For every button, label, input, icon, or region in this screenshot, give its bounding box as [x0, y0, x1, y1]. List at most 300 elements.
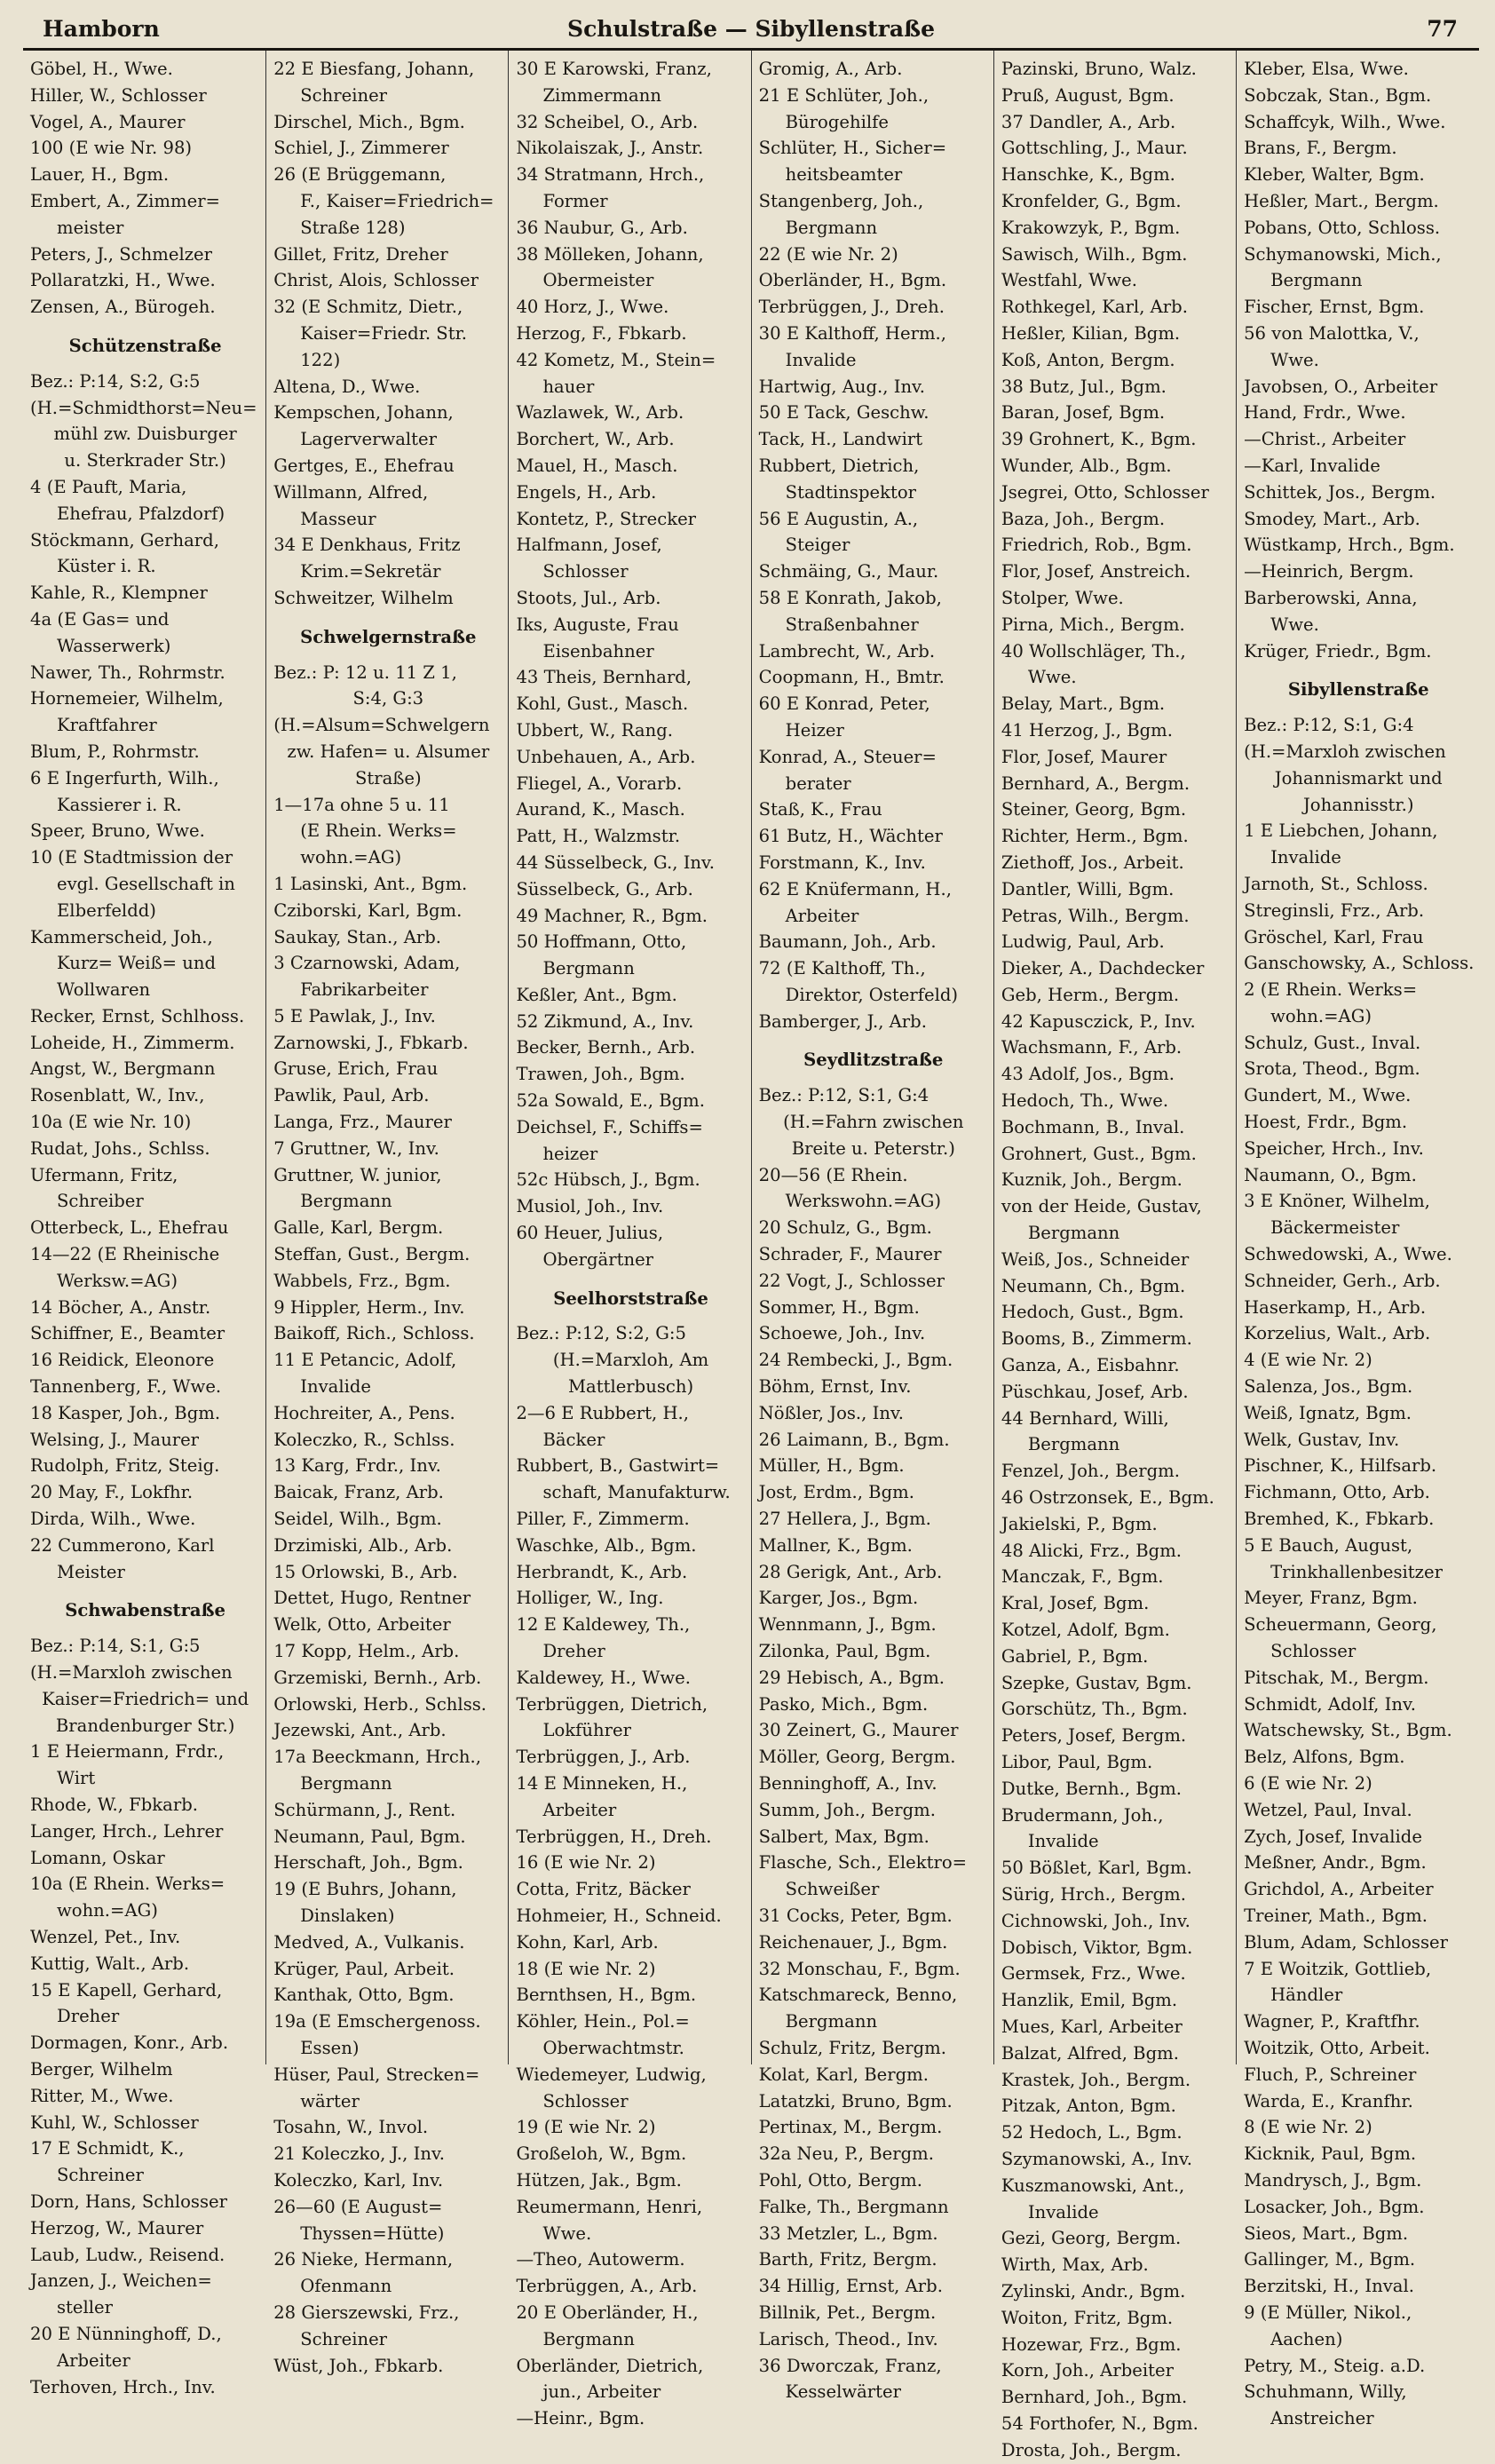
directory-entry-line: Peters, Josef, Bergm.	[1001, 1725, 1187, 1747]
directory-entry-line: Larisch, Theod., Inv.	[758, 2328, 938, 2349]
directory-entry-line: Cichnowski, Joh., Inv.	[1001, 1910, 1190, 1931]
page-number: 77	[1427, 16, 1458, 42]
directory-entry-line: Westfahl, Wwe.	[1001, 270, 1137, 291]
directory-entry-line: Bergmann	[542, 958, 635, 979]
directory-entry-line: Saukay, Stan., Arb.	[273, 926, 441, 947]
directory-entry-line: Watschewsky, St., Bgm.	[1244, 1720, 1452, 1741]
directory-entry-line: Dirschel, Mich., Bgm.	[273, 111, 465, 132]
directory-entry-line: Heßler, Kilian, Bgm.	[1001, 322, 1181, 344]
directory-entry-line: Dobisch, Viktor, Bgm.	[1001, 1937, 1193, 1958]
directory-entry-line: Pitzak, Anton, Bgm.	[1001, 2096, 1176, 2117]
directory-entry-line: Gottschling, J., Maur.	[1001, 138, 1188, 159]
directory-entry-line: Kraftfahrer	[57, 715, 157, 736]
directory-entry-line: Wetzel, Paul, Inval.	[1244, 1799, 1412, 1820]
directory-entry-line: 28 Gierszewski, Frz.,	[273, 2302, 460, 2323]
directory-entry-line: meister	[57, 217, 124, 238]
directory-entry-line: Böhm, Ernst, Inv.	[758, 1376, 912, 1398]
directory-entry-line: Konrad, A., Steuer=	[758, 746, 937, 767]
directory-entry-line: Bäckermeister	[1270, 1217, 1400, 1239]
directory-entry-line: 34 Hillig, Ernst, Arb.	[758, 2276, 943, 2297]
directory-entry-line: 50 Hoffmann, Otto,	[516, 931, 687, 953]
directory-entry-line: (E Rhein. Werks=	[300, 820, 457, 842]
directory-entry-line: 26—60 (E August=	[273, 2196, 443, 2217]
directory-entry-line: 3 Czarnowski, Adam,	[273, 953, 461, 974]
directory-entry-line: Koleczko, R., Schlss.	[273, 1429, 455, 1450]
directory-entry-line: Kaiser=Friedr. Str.	[300, 322, 468, 344]
directory-entry-line: Gertges, E., Ehefrau	[273, 455, 455, 476]
directory-entry-line: heizer	[542, 1143, 598, 1164]
directory-entry-line: Gröschel, Karl, Frau	[1244, 926, 1424, 947]
directory-entry-line: Oberländer, Dietrich,	[516, 2355, 704, 2376]
directory-entry-line: 20 E Nünninghoff, D.,	[30, 2323, 222, 2344]
directory-entry-line: Kleber, Walter, Bgm.	[1244, 164, 1425, 186]
directory-entry-line: 48 Alicki, Frz., Bgm.	[1001, 1540, 1183, 1561]
directory-entry-line: Halfmann, Josef,	[516, 535, 662, 556]
directory-entry-line: 6 (E wie Nr. 2)	[1244, 1773, 1372, 1794]
directory-entry-line: wohn.=AG)	[1270, 1005, 1372, 1026]
directory-entry-line: Schlosser	[542, 561, 629, 582]
directory-entry-line: Bürogehilfe	[785, 111, 889, 132]
directory-entry-line: 17 E Schmidt, K.,	[30, 2138, 185, 2159]
directory-entry-line: Ubbert, W., Rang.	[516, 719, 674, 741]
directory-entry-line: Johannisstr.)	[1302, 794, 1414, 815]
directory-entry-line: 20 E Oberländer, H.,	[516, 2302, 699, 2323]
directory-entry-line: Nikolaiszak, J., Anstr.	[516, 138, 704, 159]
directory-entry-line: Terbrüggen, J., Arb.	[516, 1747, 691, 1768]
directory-entry-line: Baicak, Franz, Arb.	[273, 1482, 444, 1503]
directory-entry-line: Barberowski, Anna,	[1244, 587, 1418, 608]
directory-entry-line: Recker, Ernst, Schlhoss.	[30, 1005, 245, 1026]
directory-entry-line: Anstreicher	[1270, 2408, 1374, 2429]
directory-entry-line: Schittek, Jos., Bergm.	[1244, 481, 1436, 503]
directory-entry-line: 33 Metzler, L., Bgm.	[758, 2222, 938, 2244]
directory-entry-line: Waschke, Alb., Bgm.	[516, 1534, 697, 1556]
directory-entry-line: Hedoch, Gust., Bgm.	[1001, 1302, 1184, 1323]
directory-entry-line: u. Sterkrader Str.)	[64, 450, 226, 471]
directory-entry-line: Hochreiter, A., Pens.	[273, 1402, 455, 1423]
directory-entry-line: Hützen, Jak., Bgm.	[516, 2169, 682, 2191]
directory-entry-line: Bergmann	[1027, 1434, 1120, 1455]
directory-entry-line: 49 Machner, R., Bgm.	[516, 905, 708, 926]
directory-entry-line: Kaldewey, H., Wwe.	[516, 1667, 691, 1688]
directory-entry-line: Coopmann, H., Bmtr.	[758, 667, 945, 688]
directory-entry-line: Geb, Herm., Bergm.	[1001, 984, 1180, 1005]
directory-entry-line: Bez.: P:12, S:1, G:4	[1244, 715, 1414, 736]
directory-entry-line: Treiner, Math., Bgm.	[1244, 1905, 1428, 1926]
directory-entry-line: hauer	[542, 376, 595, 397]
directory-entry-line: Wirt	[57, 1768, 96, 1789]
directory-entry-line: Weiß, Jos., Schneider	[1001, 1248, 1190, 1270]
directory-entry-line: Blum, P., Rohrmstr.	[30, 741, 200, 762]
directory-entry-line: Bez.: P:14, S:2, G:5	[30, 370, 201, 392]
directory-entry-line: Mattlerbusch)	[567, 1376, 694, 1398]
directory-entry-line: Terhoven, Hrch., Inv.	[30, 2376, 216, 2397]
directory-entry-line: Schuhmann, Willy,	[1244, 2381, 1407, 2403]
directory-entry-line: Reichenauer, J., Bgm.	[758, 1931, 948, 1953]
directory-entry-line: Bez.: P:12, S:1, G:4	[758, 1085, 929, 1106]
directory-entry-line: 42 Kapusczick, P., Inv.	[1001, 1010, 1196, 1032]
directory-entry-line: Straßenbahner	[785, 614, 919, 635]
directory-entry-line: 4a (E Gas= und	[30, 608, 170, 630]
directory-entry-line: Steiger	[785, 535, 850, 556]
directory-entry-line: Kolat, Karl, Bergm.	[758, 2064, 929, 2085]
directory-entry-line: 1 E Heiermann, Frdr.,	[30, 1741, 225, 1763]
directory-entry-line: schaft, Manufakturw.	[542, 1482, 731, 1503]
directory-entry-line: Wachsmann, F., Arb.	[1001, 1037, 1183, 1058]
directory-entry-line: Invalide	[785, 349, 857, 370]
directory-entry-line: Streginsli, Frz., Arb.	[1244, 899, 1425, 921]
directory-entry-line: Koß, Anton, Bergm.	[1001, 349, 1175, 370]
directory-entry-line: —Christ., Arbeiter	[1244, 429, 1406, 450]
directory-entry-line: Bochmann, B., Inval.	[1001, 1116, 1185, 1137]
directory-entry-line: Belay, Mart., Bgm.	[1001, 693, 1166, 715]
directory-entry-line: Hanschke, K., Bgm.	[1001, 164, 1175, 186]
directory-entry-line: Neumann, Paul, Bgm.	[273, 1826, 466, 1847]
directory-entry-line: Borchert, W., Arb.	[516, 429, 675, 450]
directory-entry-line: Schymanowski, Mich.,	[1244, 243, 1442, 265]
directory-entry-line: Tack, H., Landwirt	[758, 429, 923, 450]
directory-entry-line: Vogel, A., Maurer	[30, 111, 186, 132]
directory-entry-line: Pazinski, Bruno, Walz.	[1001, 59, 1197, 79]
street-heading: Seelhorststraße	[553, 1287, 708, 1309]
directory-entry-line: 20—56 (E Rhein.	[758, 1164, 908, 1185]
directory-entry-line: Szepke, Gustav, Bgm.	[1001, 1672, 1192, 1693]
directory-entry-line: 38 Butz, Jul., Bgm.	[1001, 376, 1167, 397]
directory-entry-line: Eisenbahner	[542, 640, 654, 662]
directory-entry-line: Schaffcyk, Wilh., Wwe.	[1244, 111, 1446, 132]
directory-entry-line: Dettet, Hugo, Rentner	[273, 1588, 471, 1609]
directory-entry-line: 41 Herzog, J., Bgm.	[1001, 719, 1173, 741]
directory-entry-line: Berzitski, H., Inval.	[1244, 2276, 1414, 2297]
directory-entry-line: Schlüter, H., Sicher=	[758, 138, 947, 159]
directory-entry-line: Ritter, M., Wwe.	[30, 2085, 174, 2106]
directory-entry-line: Dreher	[542, 1641, 605, 1662]
directory-entry-line: 122)	[300, 349, 341, 370]
directory-entry-line: 11 E Petancic, Adolf,	[273, 1350, 457, 1371]
directory-entry-line: Hartwig, Aug., Inv.	[758, 376, 926, 397]
directory-entry-line: 2—6 E Rubbert, H.,	[516, 1402, 690, 1423]
directory-entry-line: 31 Cocks, Peter, Bgm.	[758, 1905, 953, 1926]
directory-entry-line: 62 E Knüfermann, H.,	[758, 878, 952, 899]
directory-entry-line: Kuttig, Walt., Arb.	[30, 1953, 190, 1974]
directory-entry-line: 12 E Kaldewey, Th.,	[516, 1614, 691, 1636]
directory-entry-line: Wunder, Alb., Bgm.	[1001, 455, 1172, 476]
directory-entry-line: Wazlawek, W., Arb.	[516, 402, 684, 424]
directory-entry-line: Schneider, Gerh., Arb.	[1244, 1270, 1441, 1291]
directory-entry-line: Woiton, Fritz, Bgm.	[1001, 2307, 1174, 2328]
street-heading: Schwelgernstraße	[300, 626, 477, 647]
directory-entry-line: Bergmann	[1027, 1223, 1120, 1244]
directory-entry-line: Flor, Josef, Maurer	[1001, 746, 1167, 767]
directory-entry-line: Möller, Georg, Bergm.	[758, 1747, 956, 1768]
directory-entry-line: Steiner, Georg, Bgm.	[1001, 799, 1187, 820]
directory-entry-line: Kuszmanowski, Ant.,	[1001, 2175, 1185, 2196]
column-6	[1236, 51, 1478, 2429]
directory-entry-line: Brans, F., Bergm.	[1244, 138, 1397, 159]
directory-entry-line: mühl zw. Duisburger	[53, 424, 237, 445]
directory-entry-line: Forstmann, K., Inv.	[758, 852, 926, 873]
directory-entry-line: 1 Lasinski, Ant., Bgm.	[273, 873, 468, 894]
directory-entry-line: 72 (E Kalthoff, Th.,	[758, 958, 926, 979]
directory-entry-line: Stadtinspektor	[785, 481, 917, 503]
directory-entry-line: 10 (E Stadtmission der	[30, 847, 233, 868]
directory-entry-line: Benninghoff, A., Inv.	[758, 1773, 937, 1794]
directory-entry-line: Göbel, H., Wwe.	[30, 59, 173, 79]
directory-entry-line: Wüst, Joh., Fbkarb.	[273, 2355, 444, 2376]
directory-entry-line: Koleczko, Karl, Inv.	[273, 2169, 444, 2191]
directory-entry-line: Fichmann, Otto, Arb.	[1244, 1482, 1430, 1503]
street-heading: Schwabenstraße	[65, 1600, 225, 1621]
directory-entry-line: Jost, Erdm., Bgm.	[758, 1482, 914, 1503]
directory-entry-line: Rubbert, B., Gastwirt=	[516, 1455, 720, 1477]
directory-entry-line: Naumann, O., Bgm.	[1244, 1164, 1417, 1185]
directory-entry-line: Stolper, Wwe.	[1001, 587, 1124, 608]
directory-entry-line: Hozewar, Frz., Bgm.	[1001, 2333, 1182, 2355]
directory-entry-line: Pobans, Otto, Schloss.	[1244, 217, 1441, 238]
directory-entry-line: Altena, D., Wwe.	[273, 376, 421, 397]
directory-entry-line: Werkswohn.=AG)	[785, 1191, 941, 1212]
directory-entry-line: Gallinger, M., Bgm.	[1244, 2249, 1416, 2270]
directory-entry-line: Welk, Gustav, Inv.	[1244, 1429, 1400, 1450]
directory-entry-line: Lauer, H., Bgm.	[30, 164, 170, 186]
directory-entry-line: 32 (E Schmitz, Dietr.,	[273, 297, 463, 318]
directory-entry-line: Karger, Jos., Bgm.	[758, 1588, 919, 1609]
directory-entry-line: zw. Hafen= u. Alsumer	[287, 741, 490, 762]
directory-entry-line: 9 Hippler, Herm., Inv.	[273, 1296, 465, 1318]
directory-entry-line: Germsek, Frz., Wwe.	[1001, 1963, 1186, 1985]
directory-entry-line: Brandenburger Str.)	[55, 1715, 235, 1736]
directory-entry-line: Welk, Otto, Arbeiter	[273, 1614, 451, 1636]
directory-entry-line: von der Heide, Gustav,	[1001, 1196, 1202, 1217]
directory-entry-line: Blum, Adam, Schlosser	[1244, 1931, 1448, 1953]
directory-entry-line: Ganza, A., Eisbahnr.	[1001, 1355, 1180, 1376]
directory-entry-line: Bergmann	[785, 2011, 878, 2032]
directory-entry-line: —Karl, Invalide	[1244, 455, 1380, 476]
directory-entry-line: 14—22 (E Rheinische	[30, 1244, 220, 1265]
directory-entry-line: Invalide	[1027, 1831, 1099, 1852]
directory-entry-line: Mauel, H., Masch.	[516, 455, 678, 476]
directory-entry-line: Billnik, Pet., Bergm.	[758, 2302, 937, 2323]
directory-entry-line: Hand, Frdr., Wwe.	[1244, 402, 1406, 424]
directory-entry-line: Müller, H., Bgm.	[758, 1455, 905, 1477]
directory-entry-line: Kammerscheid, Joh.,	[30, 926, 213, 947]
directory-entry-line: Ehefrau, Pfalzdorf)	[57, 503, 225, 524]
column-5	[993, 51, 1236, 2460]
directory-entry-line: Werksw.=AG)	[57, 1270, 178, 1291]
directory-entry-line: jun., Arbeiter	[542, 2381, 661, 2403]
directory-entry-line: Keßler, Ant., Bgm.	[516, 984, 677, 1005]
directory-entry-line: Engels, H., Arb.	[516, 481, 657, 503]
directory-entry-line: 46 Ostrzonsek, E., Bgm.	[1001, 1487, 1214, 1509]
directory-entry-line: Aurand, K., Masch.	[516, 799, 685, 820]
directory-entry-line: 26 Laimann, B., Bgm.	[758, 1429, 950, 1450]
directory-entry-line: Pirna, Mich., Bergm.	[1001, 614, 1185, 635]
directory-entry-line: Arbeiter	[785, 905, 859, 926]
directory-entry-line: Baran, Josef, Bgm.	[1001, 402, 1166, 424]
directory-entry-line: Tosahn, W., Invol.	[273, 2117, 429, 2138]
directory-entry-line: Kahle, R., Klempner	[30, 582, 208, 604]
directory-entry-line: Korzelius, Walt., Arb.	[1244, 1323, 1431, 1344]
directory-entry-line: Schoewe, Joh., Inv.	[758, 1323, 926, 1344]
directory-entry-line: 24 Rembecki, J., Bgm.	[758, 1350, 953, 1371]
directory-entry-line: Srota, Theod., Bgm.	[1244, 1058, 1420, 1080]
directory-entry-line: 60 E Konrad, Peter,	[758, 693, 930, 715]
directory-entry-line: Hoest, Frdr., Bgm.	[1244, 1112, 1408, 1133]
directory-entry-line: 40 Wollschläger, Th.,	[1001, 640, 1186, 662]
directory-entry-line: Peters, J., Schmelzer	[30, 243, 213, 265]
directory-entry-line: Dorn, Hans, Schlosser	[30, 2191, 227, 2212]
directory-entry-line: Brudermann, Joh.,	[1001, 1804, 1164, 1826]
directory-entry-line: Süsselbeck, G., Arb.	[516, 878, 693, 899]
directory-entry-line: Schweitzer, Wilhelm	[273, 587, 454, 608]
directory-entry-line: Janzen, J., Weichen=	[30, 2270, 212, 2292]
directory-entry-line: Steffan, Gust., Bergm.	[273, 1244, 471, 1265]
directory-entry-line: Kohl, Gust., Masch.	[516, 693, 689, 715]
directory-entry-line: Korn, Joh., Arbeiter	[1001, 2360, 1174, 2381]
directory-entry-line: Herzog, W., Maurer	[30, 2217, 204, 2238]
directory-entry-line: Javobsen, O., Arbeiter	[1244, 376, 1438, 397]
directory-entry-line: Richter, Herm., Bgm.	[1001, 826, 1189, 847]
directory-entry-line: Kesselwärter	[785, 2381, 901, 2403]
directory-entry-line: Wirth, Max, Arb.	[1001, 2254, 1149, 2276]
directory-entry-line: Schrader, F., Maurer	[758, 1244, 942, 1265]
directory-entry-line: Wwe.	[1270, 349, 1319, 370]
directory-entry-line: Schiel, J., Zimmerer	[273, 138, 449, 159]
directory-entry-line: Elberfeldd)	[57, 899, 156, 921]
directory-entry-line: Piller, F., Zimmerm.	[516, 1509, 690, 1530]
directory-entry-line: Invalide	[1270, 847, 1341, 868]
directory-entry-line: Pitschak, M., Bergm.	[1244, 1667, 1429, 1688]
directory-entry-line: Dormagen, Konr., Arb.	[30, 2032, 229, 2054]
directory-entry-line: 37 Dandler, A., Arb.	[1001, 111, 1176, 132]
directory-entry-line: Zilonka, Paul, Bgm.	[758, 1641, 931, 1662]
directory-entry-line: 15 Orlowski, B., Arb.	[273, 1561, 458, 1582]
directory-entry-line: Sommer, H., Bgm.	[758, 1296, 920, 1318]
directory-entry-line: Gruttner, W. junior,	[273, 1164, 442, 1185]
directory-entry-line: Ludwig, Paul, Arb.	[1001, 931, 1165, 953]
directory-entry-line: Bergmann	[300, 1191, 392, 1212]
district-title: Hamborn	[43, 16, 160, 42]
directory-entry-line: (H.=Schmidthorst=Neu=	[30, 397, 257, 418]
directory-entry-line: Bez.: P: 12 u. 11 Z 1,	[273, 662, 457, 683]
directory-entry-line: 44 Süsselbeck, G., Inv.	[516, 852, 716, 873]
directory-entry-line: Gillet, Fritz, Dreher	[273, 243, 448, 265]
directory-entry-line: Küster i. R.	[57, 556, 156, 577]
directory-entry-line: Kempschen, Johann,	[273, 402, 454, 424]
directory-entry-line: berater	[785, 772, 851, 794]
directory-entry-line: Gruse, Erich, Frau	[273, 1058, 439, 1080]
directory-entry-line: 19 (E Buhrs, Johann,	[273, 1879, 457, 1900]
directory-entry-line: 17a Beeckmann, Hrch.,	[273, 1747, 481, 1768]
directory-entry-line: Herzog, F., Fbkarb.	[516, 322, 687, 344]
directory-entry-line: Bez.: P:12, S:2, G:5	[516, 1323, 686, 1344]
directory-entry-line: Lomann, Oskar	[30, 1847, 165, 1868]
directory-entry-line: Gundert, M., Wwe.	[1244, 1085, 1412, 1106]
directory-entry-line: Händler	[1270, 1985, 1343, 2006]
directory-entry-line: Grohnert, Gust., Bgm.	[1001, 1143, 1197, 1164]
directory-entry-line: Bernhard, A., Bergm.	[1001, 772, 1190, 794]
directory-entry-line: 22 E Biesfang, Johann,	[273, 59, 475, 79]
directory-entry-line: Galle, Karl, Bergm.	[273, 1217, 444, 1239]
directory-entry-line: Schlosser	[542, 2090, 629, 2111]
directory-entry-line: Flor, Josef, Anstreich.	[1001, 561, 1191, 582]
directory-entry-line: Bremhed, K., Fbkarb.	[1244, 1509, 1435, 1530]
column-4	[751, 51, 993, 2403]
directory-entry-line: Zarnowski, J., Fbkarb.	[273, 1032, 469, 1053]
directory-entry-line: Wüstkamp, Hrch., Bgm.	[1244, 535, 1455, 556]
directory-entry-line: Kanthak, Otto, Bgm.	[273, 1985, 455, 2006]
directory-entry-line: Smodey, Mart., Arb.	[1244, 508, 1420, 529]
directory-entry-line: Schreiner	[300, 2328, 388, 2349]
directory-entry-line: Baumann, Joh., Arb.	[758, 931, 937, 953]
directory-entry-line: Willmann, Alfred,	[273, 481, 429, 503]
directory-entry-line: Schmidt, Adolf, Inv.	[1244, 1693, 1416, 1715]
directory-entry-line: Gromig, A., Arb.	[758, 59, 903, 79]
directory-entry-line: Terbrüggen, H., Dreh.	[516, 1826, 712, 1847]
directory-entry-line: Sobczak, Stan., Bgm.	[1244, 84, 1432, 106]
directory-entry-line: Wwe.	[1270, 614, 1319, 635]
directory-entry-line: Angst, W., Bergmann	[30, 1058, 216, 1080]
directory-entry-line: 9 (E Müller, Nikol.,	[1244, 2302, 1412, 2323]
directory-entry-line: Friedrich, Rob., Bgm.	[1001, 535, 1192, 556]
directory-entry-line: Lokführer	[542, 1720, 631, 1741]
directory-entry-line: Essen)	[300, 2037, 360, 2058]
directory-entry-line: Großeloh, W., Bgm.	[516, 2143, 687, 2165]
directory-entry-line: 4 (E wie Nr. 2)	[1244, 1350, 1372, 1371]
directory-entry-line: Cziborski, Karl, Bgm.	[273, 899, 463, 921]
directory-entry-line: 5 E Pawlak, J., Inv.	[273, 1005, 436, 1026]
directory-entry-line: Langa, Frz., Maurer	[273, 1112, 452, 1133]
directory-entry-line: Laub, Ludw., Reisend.	[30, 2244, 225, 2265]
directory-entry-line: Kicknik, Paul, Bgm.	[1244, 2143, 1417, 2165]
directory-entry-line: Schlosser	[1270, 1641, 1357, 1662]
directory-entry-line: 22 (E wie Nr. 2)	[758, 243, 898, 265]
directory-entry-line: Hohmeier, H., Schneid.	[516, 1905, 722, 1926]
directory-entry-line: Jakielski, P., Bgm.	[1001, 1513, 1158, 1534]
directory-entry-line: Berger, Wilhelm	[30, 2058, 173, 2080]
directory-entry-line: (H.=Marxloh zwischen	[1244, 741, 1446, 762]
directory-entry-line: 36 Dworczak, Franz,	[758, 2355, 942, 2376]
directory-entry-line: Latatzki, Bruno, Bgm.	[758, 2090, 953, 2111]
directory-entry-line: Kuznik, Joh., Bergm.	[1001, 1169, 1183, 1191]
directory-entry-line: Otterbeck, L., Ehefrau	[30, 1217, 229, 1239]
directory-entry-line: Zych, Josef, Invalide	[1244, 1826, 1422, 1847]
directory-entry-line: 61 Butz, H., Wächter	[758, 826, 943, 847]
directory-entry-line: Wiedemeyer, Ludwig,	[516, 2064, 707, 2085]
directory-entry-line: Lambrecht, W., Arb.	[758, 640, 936, 662]
directory-entry-line: Barth, Fritz, Bergm.	[758, 2249, 937, 2270]
directory-entry-line: 4 (E Pauft, Maria,	[30, 476, 187, 497]
directory-entry-line: Kral, Josef, Bgm.	[1001, 1593, 1150, 1614]
directory-entry-line: 52 Zikmund, A., Inv.	[516, 1010, 694, 1032]
directory-entry-line: Ganschowsky, A., Schloss.	[1244, 953, 1475, 974]
directory-entry-line: Warda, E., Kranfhr.	[1244, 2090, 1413, 2111]
directory-entry-line: 16 Reidick, Eleonore	[30, 1350, 215, 1371]
directory-entry-line: Schreiner	[300, 84, 388, 106]
directory-entry-line: Schulz, Gust., Inval.	[1244, 1032, 1421, 1053]
directory-entry-line: Petras, Wilh., Bergm.	[1001, 905, 1190, 926]
directory-entry-line: Welsing, J., Maurer	[30, 1429, 200, 1450]
directory-entry-line: Schiffner, E., Beamter	[30, 1323, 225, 1344]
directory-entry-line: Unbehauen, A., Arb.	[516, 746, 696, 767]
directory-entry-line: Kronfelder, G., Bgm.	[1001, 190, 1182, 211]
directory-entry-line: 42 Kometz, M., Stein=	[516, 349, 716, 370]
directory-entry-line: Mues, Karl, Arbeiter	[1001, 2016, 1183, 2037]
directory-entry-line: Fischer, Ernst, Bgm.	[1244, 297, 1425, 318]
directory-entry-line: Haserkamp, H., Arb.	[1244, 1296, 1427, 1318]
directory-entry-line: Krüger, Paul, Arbeit.	[273, 1958, 455, 1979]
directory-entry-line: Tannenberg, F., Wwe.	[30, 1376, 222, 1398]
